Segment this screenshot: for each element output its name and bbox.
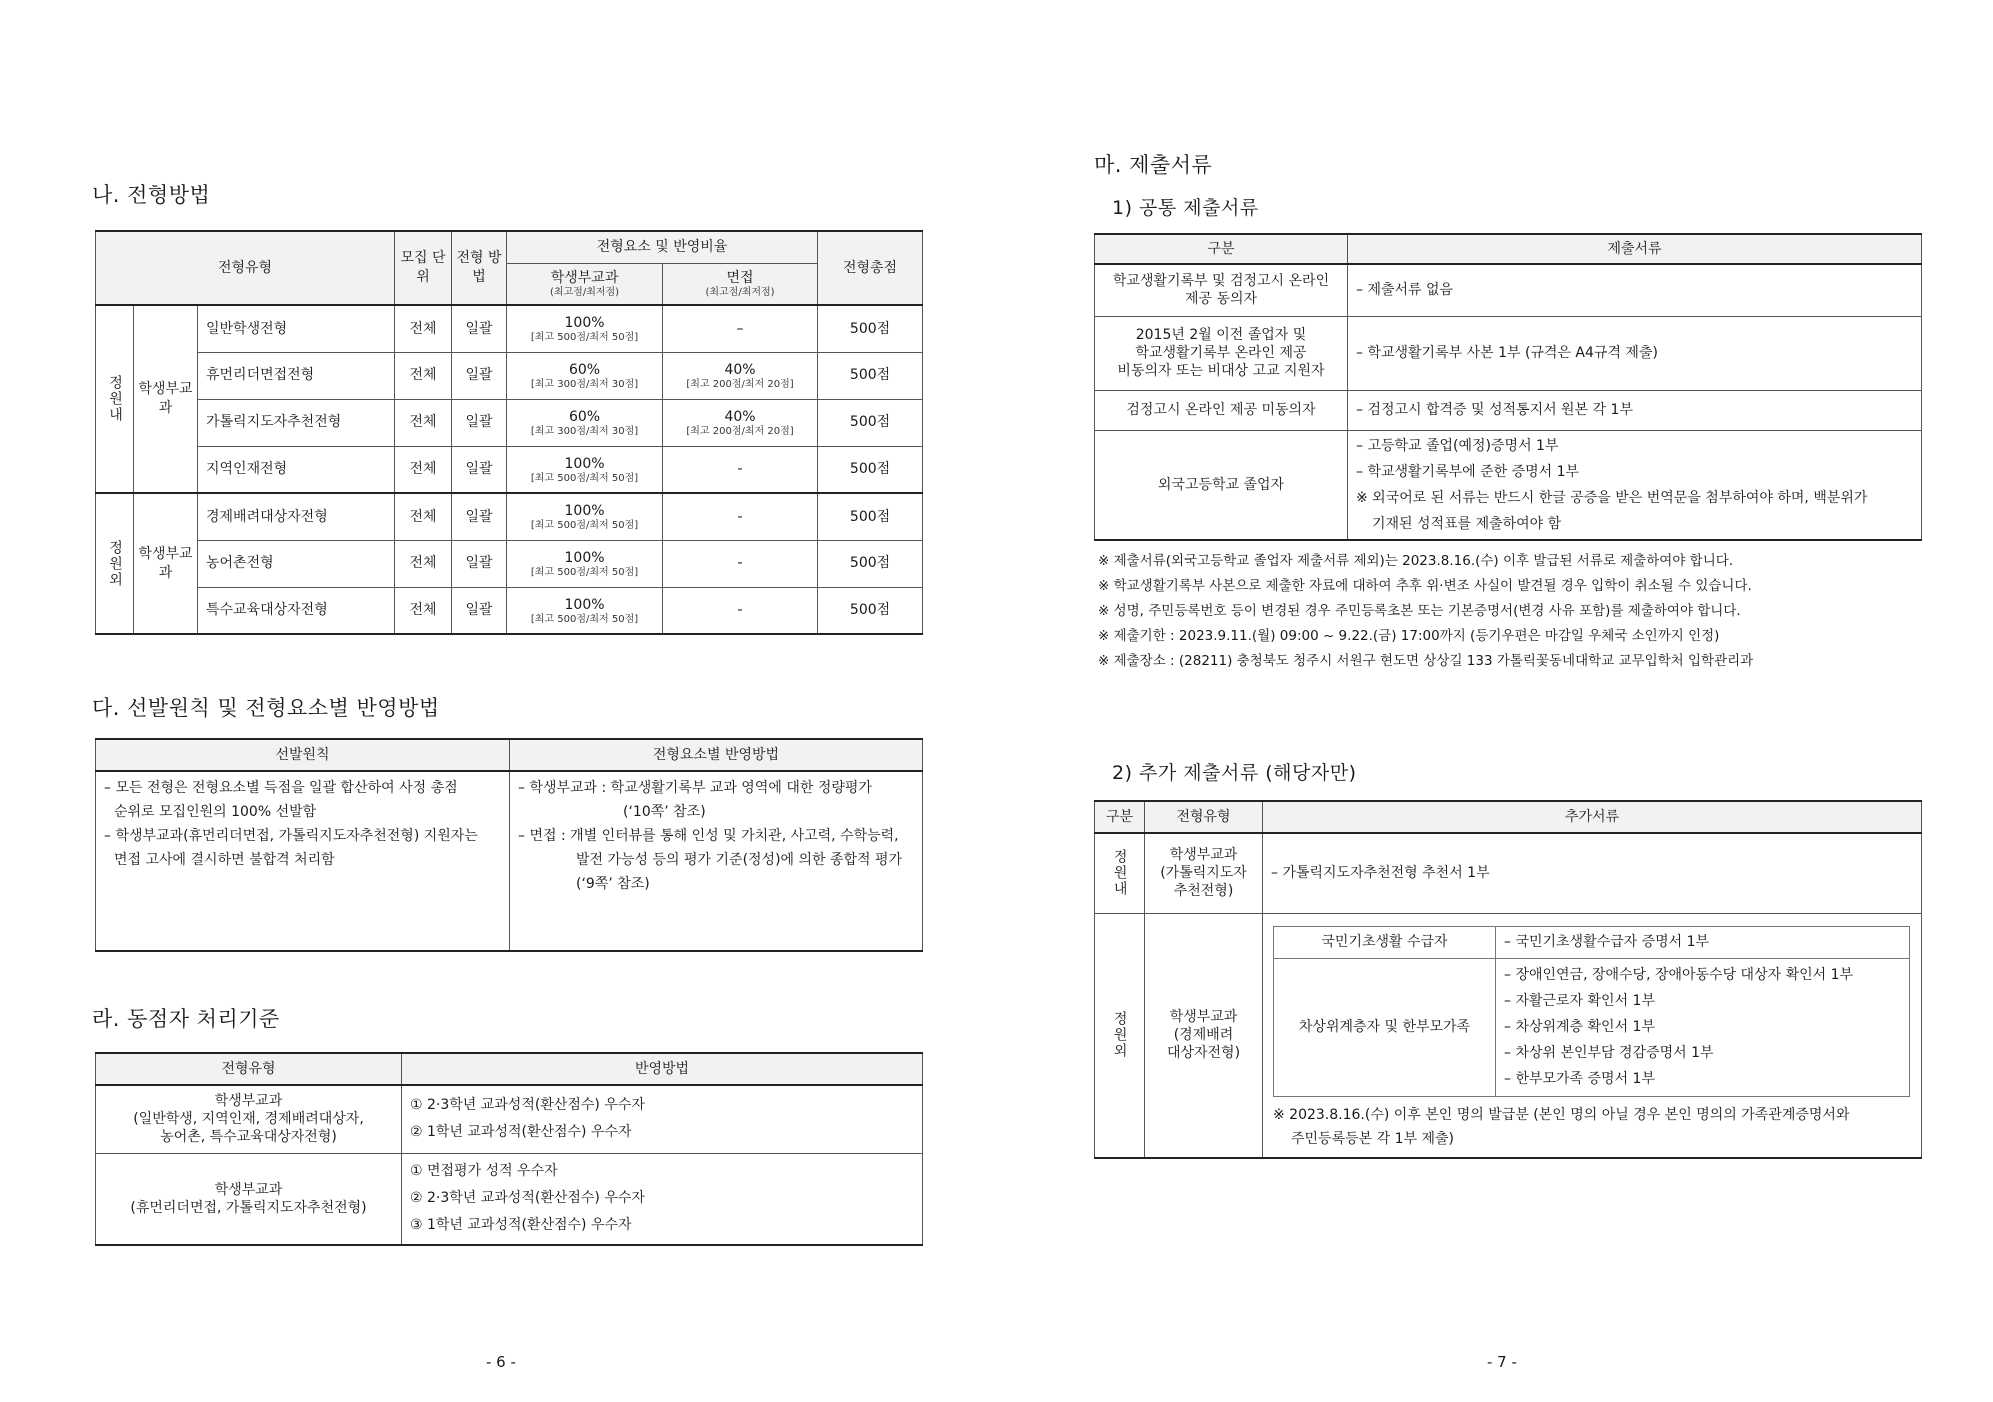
nested-category: 차상위계층자 및 한부모가족: [1274, 958, 1496, 1096]
row-unit: 전체: [395, 493, 452, 540]
nested-docs: – 국민기초생활수급자 증명서 1부: [1496, 926, 1910, 958]
table-row: [1095, 264, 1922, 316]
header-method: 전형 방법: [452, 231, 507, 305]
row-unit: 전체: [395, 587, 452, 634]
table-row: [1095, 833, 1922, 913]
table-row: [96, 587, 923, 634]
row-unit: 전체: [395, 446, 452, 493]
header-grade: 학생부교과 (최고점/최저점): [507, 263, 663, 305]
doc-category: 검정고시 온라인 제공 미동의자: [1095, 390, 1348, 430]
principle-text: – 모든 전형은 전형요소별 득점을 일괄 합산하여 사정 총점 순위로 모집인원의 100% 선발함 – 학생부교과(휴먼리더면접, 가톨릭지도자추천전형) 지원자는 면접 고사에 결시하면 불합격 처리함: [96, 771, 510, 951]
group-label-in-quota: 정원내: [1095, 833, 1145, 913]
doc-list: – 고등학교 졸업(예정)증명서 1부 – 학교생활기록부에 준한 증명서 1부 ※ 외국어로 된 서류는 반드시 한글 공증을 받은 번역문을 첨부하여야 하며, 백분위가 기재된 성적표를 제출하여야 함: [1348, 430, 1922, 540]
additional-documents-table: [1094, 800, 1922, 1159]
extra-note: 주민등록등본 각 1부 제출): [1291, 1130, 1454, 1147]
row-total: 500점: [818, 446, 923, 493]
row-unit: 전체: [395, 540, 452, 587]
note-item: ※ 학교생활기록부 사본으로 제출한 자료에 대하여 추후 위·변조 사실이 발견될 경우 입학이 취소될 수 있습니다.: [1098, 578, 1752, 594]
table-row: [96, 305, 923, 352]
header-category: 구분: [1095, 234, 1348, 264]
table-row: [96, 540, 923, 587]
group-label-out-quota: 정원외: [1095, 913, 1145, 1158]
row-total: 500점: [818, 399, 923, 446]
row-interview: 40% [최고 200점/최저 20점]: [663, 399, 818, 446]
row-method: 일괄: [452, 540, 507, 587]
row-name: 경제배려대상자전형: [198, 493, 395, 540]
header-principle: 선발원칙: [96, 739, 510, 771]
nested-category: 국민기초생활 수급자: [1274, 926, 1496, 958]
section-title-selection-method: 나. 전형방법: [92, 183, 211, 207]
row-name: 휴먼리더면접전형: [198, 352, 395, 399]
selection-method-table: [95, 230, 923, 635]
header-interview: 면접 (최고점/최저점): [663, 263, 818, 305]
table-row: [1095, 430, 1922, 540]
table-row: [1095, 913, 1922, 1158]
document-notes: [1098, 549, 1753, 674]
type-cell: 학생부교과 (경제배려 대상자전형): [1145, 913, 1263, 1158]
note-item: ※ 성명, 주민등록번호 등이 변경된 경우 주민등록초본 또는 기본증명서(변경 사유 포함)를 제출하여야 합니다.: [1098, 603, 1741, 619]
row-unit: 전체: [395, 305, 452, 352]
header-elements: 전형요소 및 반영비율: [507, 231, 818, 263]
page-number: - 6 -: [486, 1353, 516, 1371]
row-method: 일괄: [452, 587, 507, 634]
tiebreak-method: ① 면접평가 성적 우수자 ② 2·3학년 교과성적(환산점수) 우수자 ③ 1학년 교과성적(환산점수) 우수자: [402, 1153, 923, 1245]
header-extra-docs: 추가서류: [1263, 801, 1922, 833]
row-name: 가톨릭지도자추천전형: [198, 399, 395, 446]
row-total: 500점: [818, 540, 923, 587]
table-row: [96, 446, 923, 493]
note-item: ※ 제출장소 : (28211) 충청북도 청주시 서원구 현도면 상상길 133 가톨릭꽃동네대학교 교무입학처 입학관리과: [1098, 653, 1754, 669]
tiebreak-type: 학생부교과 (휴먼리더면접, 가톨릭지도자추천전형): [96, 1153, 402, 1245]
table-row: [1095, 390, 1922, 430]
row-interview: 40% [최고 200점/최저 20점]: [663, 352, 818, 399]
row-interview: -: [663, 493, 818, 540]
table-row: [1274, 926, 1910, 958]
doc-list: – 제출서류 없음: [1348, 264, 1922, 316]
row-total: 500점: [818, 587, 923, 634]
header-type: 전형유형: [96, 231, 395, 305]
row-method: 일괄: [452, 352, 507, 399]
row-grade: 100% [최고 500점/최저 50점]: [507, 305, 663, 352]
header-reflection: 전형요소별 반영방법: [510, 739, 923, 771]
row-name: 농어촌전형: [198, 540, 395, 587]
header-total: 전형총점: [818, 231, 923, 305]
tiebreak-type: 학생부교과 (일반학생, 지역인재, 경제배려대상자, 농어촌, 특수교육대상자전형): [96, 1085, 402, 1153]
row-name: 특수교육대상자전형: [198, 587, 395, 634]
row-total: 500점: [818, 352, 923, 399]
section-title-principles: 다. 선발원칙 및 전형요소별 반영방법: [92, 696, 440, 720]
row-method: 일괄: [452, 399, 507, 446]
table-row: [1274, 958, 1910, 1096]
table-row: [1095, 316, 1922, 390]
doc-category: 외국고등학교 졸업자: [1095, 430, 1348, 540]
extra-note: ※ 2023.8.16.(수) 이후 본인 명의 발급분 (본인 명의 아닐 경우 본인 명의의 가족관계증명서와: [1273, 1106, 1850, 1123]
row-interview: –: [663, 305, 818, 352]
principles-table: [95, 738, 923, 952]
table-row: [96, 352, 923, 399]
extra-docs: – 가톨릭지도자추천전형 추천서 1부: [1263, 833, 1922, 913]
row-grade: 100% [최고 500점/최저 50점]: [507, 587, 663, 634]
section-title-documents: 마. 제출서류: [1094, 153, 1213, 177]
row-grade: 100% [최고 500점/최저 50점]: [507, 446, 663, 493]
reflection-text: – 학생부교과 : 학교생활기록부 교과 영역에 대한 정량평가 (‘10쪽’ 참조) – 면접 : 개별 인터뷰를 통해 인성 및 가치관, 사고력, 수학능력, 발전 가능성 등의 평가 기준(정성)에 의한 종합적 평가 (‘9쪽’ 참조): [510, 771, 923, 951]
type-cell: 학생부교과 (가톨릭지도자 추천전형): [1145, 833, 1263, 913]
row-method: 일괄: [452, 305, 507, 352]
group-label-in-quota: 정원내: [96, 305, 134, 493]
common-documents-table: [1094, 233, 1922, 541]
header-type: 전형유형: [1145, 801, 1263, 833]
subgroup-label: 학생부교과: [134, 493, 198, 634]
row-grade: 100% [최고 500점/최저 50점]: [507, 540, 663, 587]
row-name: 일반학생전형: [198, 305, 395, 352]
row-total: 500점: [818, 305, 923, 352]
row-grade: 60% [최고 300점/최저 30점]: [507, 399, 663, 446]
tiebreak-table: [95, 1052, 923, 1246]
note-item: ※ 제출기한 : 2023.9.11.(월) 09:00 ~ 9.22.(금) 17:00까지 (등기우편은 마감일 우체국 소인까지 인정): [1098, 628, 1720, 644]
nested-docs-table: [1273, 926, 1910, 1097]
row-grade: 100% [최고 500점/최저 50점]: [507, 493, 663, 540]
row-grade: 60% [최고 300점/최저 30점]: [507, 352, 663, 399]
page-number: - 7 -: [1487, 1353, 1517, 1371]
section-title-tiebreak: 라. 동점자 처리기준: [92, 1007, 280, 1031]
table-row: [96, 493, 923, 540]
row-total: 500점: [818, 493, 923, 540]
header-unit: 모집 단위: [395, 231, 452, 305]
doc-list: – 학교생활기록부 사본 1부 (규격은 A4규격 제출): [1348, 316, 1922, 390]
subgroup-label: 학생부교과: [134, 305, 198, 493]
nested-docs: – 장애인연금, 장애수당, 장애아동수당 대상자 확인서 1부 – 자활근로자 확인서 1부 – 차상위계층 확인서 1부 – 차상위 본인부담 경감증명서 1부 – 한부모가족 증명서 1부: [1496, 958, 1910, 1096]
table-row: [96, 1153, 923, 1245]
row-unit: 전체: [395, 399, 452, 446]
row-interview: -: [663, 446, 818, 493]
row-name: 지역인재전형: [198, 446, 395, 493]
row-unit: 전체: [395, 352, 452, 399]
subsection-additional-documents: 2) 추가 제출서류 (해당자만): [1112, 762, 1357, 784]
header-method: 반영방법: [402, 1053, 923, 1085]
doc-list: – 검정고시 합격증 및 성적통지서 원본 각 1부: [1348, 390, 1922, 430]
header-type: 전형유형: [96, 1053, 402, 1085]
doc-category: 2015년 2월 이전 졸업자 및 학교생활기록부 온라인 제공 비동의자 또는 비대상 고교 지원자: [1095, 316, 1348, 390]
table-row: [96, 1085, 923, 1153]
subsection-common-documents: 1) 공통 제출서류: [1112, 197, 1259, 219]
row-interview: -: [663, 587, 818, 634]
row-method: 일괄: [452, 446, 507, 493]
row-interview: -: [663, 540, 818, 587]
note-item: ※ 제출서류(외국고등학교 졸업자 제출서류 제외)는 2023.8.16.(수) 이후 발급된 서류로 제출하여야 합니다.: [1098, 553, 1734, 569]
group-label-out-quota: 정원외: [96, 493, 134, 634]
doc-category: 학교생활기록부 및 검정고시 온라인 제공 동의자: [1095, 264, 1348, 316]
header-category: 구분: [1095, 801, 1145, 833]
tiebreak-method: ① 2·3학년 교과성적(환산점수) 우수자 ② 1학년 교과성적(환산점수) 우수자: [402, 1085, 923, 1153]
header-documents: 제출서류: [1348, 234, 1922, 264]
table-row: [96, 399, 923, 446]
extra-docs-nested: [1263, 913, 1922, 1158]
row-method: 일괄: [452, 493, 507, 540]
